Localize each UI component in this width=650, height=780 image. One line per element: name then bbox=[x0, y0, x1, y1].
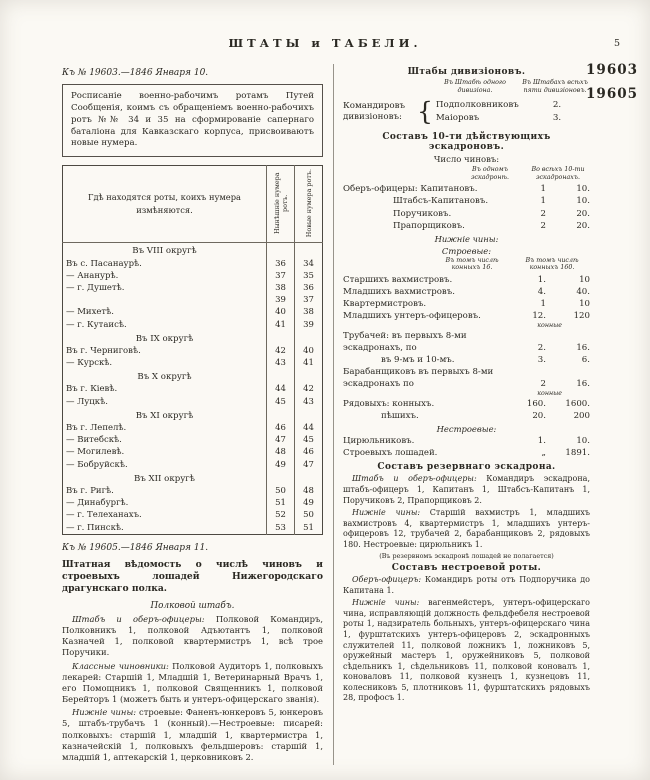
stat-row bbox=[343, 208, 590, 220]
place-cell: — Ананурѣ. bbox=[66, 270, 119, 281]
empty-cell bbox=[267, 243, 295, 258]
empty-cell bbox=[267, 408, 295, 422]
place-cell: Въ с. Пасанаурѣ. bbox=[66, 258, 142, 269]
stat-value-one: 3. bbox=[537, 355, 546, 366]
new-number-cell: 44 bbox=[295, 422, 323, 434]
stat-value-one: 2 bbox=[540, 220, 546, 231]
stat-value-one: 20. bbox=[532, 411, 546, 422]
new-number-cell: 42 bbox=[295, 383, 323, 395]
stat-value-one: „ bbox=[541, 448, 546, 459]
stat-row bbox=[343, 298, 590, 310]
document-reference-19605: Къ № 19605.—1846 Января 11. bbox=[62, 542, 209, 553]
stat-label: Рядовыхъ: конныхъ. bbox=[343, 399, 435, 410]
paragraph-lead: Штабъ и оберъ-офицеры: bbox=[72, 613, 205, 624]
current-number-cell: 48 bbox=[267, 446, 295, 458]
current-number-cell: 42 bbox=[267, 345, 295, 357]
margin-numbers bbox=[586, 58, 638, 107]
stat-value-one: 1 bbox=[540, 196, 546, 207]
stat-label: Оберъ-офицеры: Капитановъ. bbox=[343, 184, 478, 195]
new-number-cell: 39 bbox=[295, 318, 323, 330]
stat-value-one: 2 bbox=[540, 208, 546, 219]
table-row bbox=[63, 318, 323, 330]
table-section-row bbox=[63, 331, 323, 345]
stat-value-all: 6. bbox=[581, 355, 590, 366]
staffing-report-title: Штатная вѣдомость о числѣ чиновъ и строевыхъ лошадей Нижегородскаго драгунскаго полка. bbox=[62, 558, 323, 595]
table-row bbox=[63, 422, 323, 434]
stat-value-one: 160. bbox=[526, 399, 546, 410]
division-column-notes bbox=[343, 79, 590, 95]
stat-label: пѣшихъ. bbox=[381, 411, 419, 422]
current-number-cell: 38 bbox=[267, 282, 295, 294]
place-cell: — г. Кутаисѣ. bbox=[66, 319, 127, 330]
empty-cell bbox=[295, 243, 323, 258]
current-number-header bbox=[267, 166, 295, 243]
stat-label: Штабсъ-Капитановъ. bbox=[393, 196, 489, 207]
stat-value-one: 2 bbox=[540, 379, 546, 390]
table-row bbox=[63, 497, 323, 509]
stat-value-one: 12. bbox=[532, 311, 546, 322]
document-reference-19603: Къ № 19603.—1846 Января 10. bbox=[62, 68, 209, 78]
place-cell: — Витебскѣ. bbox=[66, 435, 122, 446]
new-number-cell: 48 bbox=[295, 485, 323, 497]
class-officials-paragraph bbox=[62, 661, 323, 706]
table-header-row bbox=[63, 166, 323, 243]
current-number-cell: 44 bbox=[267, 383, 295, 395]
table-section-row bbox=[63, 471, 323, 485]
current-number-cell: 41 bbox=[267, 318, 295, 330]
empty-cell bbox=[295, 369, 323, 383]
stat-value-all: 120 bbox=[573, 311, 590, 322]
new-number-cell: 47 bbox=[295, 458, 323, 470]
current-number-cell: 45 bbox=[267, 396, 295, 408]
place-cell: — Могилевѣ. bbox=[66, 447, 125, 458]
table-row bbox=[63, 357, 323, 369]
place-cell: — Бобруйскѣ. bbox=[66, 459, 128, 470]
left-column bbox=[62, 64, 334, 765]
stat-label: Барабанщиковъ въ первыхъ 8-ми эскадронахъ по bbox=[343, 367, 494, 390]
stat-row bbox=[343, 366, 590, 390]
two-column-layout bbox=[62, 64, 590, 765]
place-cell: Въ г. Ригѣ. bbox=[66, 485, 114, 496]
rank-row bbox=[436, 99, 590, 112]
place-cell: — г. Телеханахъ. bbox=[66, 510, 142, 521]
rank-label: Маіоровъ bbox=[435, 113, 480, 124]
new-number-cell: 51 bbox=[295, 521, 323, 534]
stat-row bbox=[343, 286, 590, 298]
new-number-cell: 49 bbox=[295, 497, 323, 509]
paragraph-lead: Оберъ-офицеръ: bbox=[352, 575, 422, 585]
paragraph-lead: Штабъ и оберъ-офицеры: bbox=[352, 474, 477, 484]
paragraph-text: строевые: Фаненъ-юнкеровъ 5, юнкеровъ 5, штабъ-трубачъ 1 (конный).—Нестроевые: писарей: полковыхъ: старшій 1, младшій 1, квартермистра 1, казначейскій 1, полковыхъ фельдшеровъ: старшій 1, младшій 1, аптекарскій 1, церковниковъ 2. bbox=[62, 707, 323, 762]
table-row bbox=[63, 521, 323, 534]
reserve-squadron-heading: Составъ резервнаго эскадрона. bbox=[377, 462, 556, 473]
stat-label: Поручиковъ. bbox=[393, 208, 452, 219]
table-row bbox=[63, 257, 323, 269]
current-number-cell: 39 bbox=[267, 294, 295, 306]
table-section-row bbox=[63, 369, 323, 383]
paragraph-text: Старшій вахмистръ 1, младшихъ вахмистровъ 4, квартермистръ 1, младшихъ унтеръ-офицеровъ 12, трубачей 2, барабанщиковъ 2, рядовыхъ 180. Нестроевые: цирюльникъ 1. bbox=[343, 508, 591, 549]
paragraph-text: Полковой Аудиторъ 1, полковыхъ лекарей: Старшій 1, Младшій 1, Ветеринарный Врачъ 1, его Помощникъ 1, полковой Священникъ 1, полковой Берейторъ 1 (можетъ быть и унтеръ-офицерскаго званія). bbox=[62, 660, 323, 705]
stat-value-all: 200 bbox=[573, 411, 590, 422]
paragraph-lead: Нижніе чины: bbox=[72, 707, 137, 718]
table-row bbox=[63, 383, 323, 395]
stat-value-one: 1. bbox=[537, 436, 546, 447]
stat-row bbox=[343, 274, 590, 286]
table-row bbox=[63, 485, 323, 497]
stat-label: Младшихъ унтеръ-офицеровъ. bbox=[343, 311, 481, 322]
table-row bbox=[63, 458, 323, 470]
place-cell: — Динабургѣ. bbox=[66, 498, 129, 509]
stat-row bbox=[343, 398, 590, 410]
commanders-ranks bbox=[436, 99, 590, 125]
new-number-cell: 46 bbox=[295, 446, 323, 458]
new-number-cell: 36 bbox=[295, 282, 323, 294]
new-number-cell: 43 bbox=[295, 396, 323, 408]
stat-value-all: 40. bbox=[576, 287, 590, 298]
stat-row bbox=[343, 435, 590, 447]
stat-value-all: 1891. bbox=[565, 448, 590, 459]
new-number-cell: 40 bbox=[295, 345, 323, 357]
mounted-note-one: Въ томъ числѣ конныхъ 16. bbox=[445, 256, 499, 272]
brace-glyph: { bbox=[417, 96, 433, 126]
paragraph-text: Командиръ роты отъ Подпоручика до Капитана 1. bbox=[343, 575, 590, 595]
commanders-label-line2: дивизіоновъ: bbox=[343, 112, 402, 123]
note-all-divisions: Въ Штабахъ всѣхъ пяти дивизіоновъ. bbox=[522, 79, 588, 94]
rank-row bbox=[436, 112, 590, 125]
boxed-announcement: Росписаніе военно-рабочимъ ротамъ Путей Сообщенія, коимъ съ обращеніемъ военно-рабочихъ ротъ №№ 34 и 35 на сформированіе сапернаго баталіона для Кавказскаго корпуса, присвоиваютъ новые нумера. bbox=[62, 84, 323, 157]
current-number-cell: 43 bbox=[267, 357, 295, 369]
stat-value-one: 2. bbox=[537, 343, 546, 354]
stat-label: Младшихъ вахмистровъ. bbox=[343, 287, 455, 298]
squadron-column-headers bbox=[343, 166, 590, 182]
stat-value-all: 20. bbox=[576, 208, 590, 219]
paragraph-lead: Классные чиновники: bbox=[72, 660, 169, 671]
rank-count: 2. bbox=[552, 100, 562, 111]
section-title: Въ X округѣ bbox=[137, 372, 192, 383]
corner-header: Гдѣ находятся роты, коихъ нумера измѣняются. bbox=[63, 166, 267, 243]
current-number-cell: 52 bbox=[267, 509, 295, 521]
empty-cell bbox=[267, 331, 295, 345]
table-section-row bbox=[63, 243, 323, 258]
stat-value-all: 10 bbox=[579, 299, 590, 310]
table-body bbox=[63, 243, 323, 534]
current-number-cell: 37 bbox=[267, 270, 295, 282]
stat-value-one: 1 bbox=[540, 184, 546, 195]
mounted-subheaders bbox=[343, 257, 590, 273]
paragraph-text: Командиръ эскадрона, штабъ-офицеръ 1, Капитанъ 1, Штабсъ-Капитанъ 1, Поручиковъ 2, Прапорщиковъ 2. bbox=[343, 474, 590, 505]
current-number-cell: 47 bbox=[267, 434, 295, 446]
stat-row bbox=[343, 330, 590, 354]
stat-row bbox=[343, 220, 590, 232]
mounted-annotation: конные bbox=[537, 390, 562, 398]
stat-value-all: 1600. bbox=[565, 399, 590, 410]
new-number-header bbox=[295, 166, 323, 243]
place-cell: — г. Пинскѣ. bbox=[66, 522, 124, 533]
noncombat-lower-ranks-paragraph bbox=[343, 598, 590, 703]
table-row bbox=[63, 345, 323, 357]
reserve-lower-ranks-paragraph bbox=[343, 508, 590, 550]
paragraph-text: вагенмейстеръ, унтеръ-офицерскаго чина, исправляющій должность фельдфебеля нестроевой роты 1, надзиратель больныхъ, унтеръ-офицерскаго чина 1, фурштатскихъ унтеръ-офицеровъ 2, эскадронныхъ служителей 11, полковой ложникъ 1, ложниковъ 5, оружейный мастеръ 1, оружейниковъ 5, полковой сѣдельникъ 1, сѣдельниковъ 11, полковой коновалъ 1, коноваловъ 11, полковой кузнецъ 1, кузнецовъ 11, колесниковъ 5, плотниковъ 11, фурштатскихъ рядовыхъ 28, профосъ 1. bbox=[343, 598, 591, 703]
section-title: Въ VIII округѣ bbox=[132, 246, 197, 257]
empty-cell bbox=[295, 408, 323, 422]
stat-row bbox=[343, 183, 590, 195]
reserve-horses-note: (Въ резервномъ эскадронѣ лошадей не полагается) bbox=[379, 552, 554, 561]
rank-count: 3. bbox=[552, 113, 562, 124]
empty-cell bbox=[267, 471, 295, 485]
table-row bbox=[63, 270, 323, 282]
stat-row bbox=[343, 354, 590, 366]
current-number-cell: 40 bbox=[267, 306, 295, 318]
stat-label: Трубачей: въ первыхъ 8-ми эскадронахъ, по bbox=[343, 331, 467, 354]
current-number-cell: 36 bbox=[267, 257, 295, 269]
division-staffs-heading: Штабы дивизіоновъ. bbox=[407, 67, 526, 77]
place-cell: Въ г. Лепелѣ. bbox=[66, 423, 127, 434]
noncombatant-heading: Нестроевые: bbox=[436, 424, 497, 435]
stat-value-all: 20. bbox=[576, 220, 590, 231]
noncombat-company-heading: Составъ нестроевой роты. bbox=[391, 563, 542, 574]
company-renumbering-table bbox=[62, 165, 323, 534]
stat-value-all: 10. bbox=[576, 196, 590, 207]
mounted-note-all: Въ томъ числѣ конныхъ 160. bbox=[525, 256, 579, 272]
empty-cell bbox=[295, 331, 323, 345]
stat-value-one: 4. bbox=[537, 287, 546, 298]
table-row bbox=[63, 306, 323, 318]
empty-cell bbox=[267, 369, 295, 383]
commanders-label-line1: Командировъ bbox=[343, 100, 406, 111]
place-cell: — г. Душетѣ. bbox=[66, 282, 125, 293]
combatant-heading: Строевые: bbox=[441, 245, 492, 256]
stat-value-all: 10 bbox=[579, 275, 590, 286]
noncombat-officer-paragraph bbox=[343, 575, 590, 596]
right-column bbox=[334, 64, 590, 765]
stat-row bbox=[343, 310, 590, 322]
new-number-header-text: Новые нумера ротъ. bbox=[304, 168, 313, 237]
new-number-cell: 37 bbox=[295, 294, 323, 306]
place-cell: — Луцкѣ. bbox=[66, 396, 108, 407]
column-all-squadrons: Во всѣхъ 10-ти эскадронахъ. bbox=[531, 165, 585, 181]
margin-number-first: 19603 bbox=[586, 62, 638, 78]
margin-number-second: 19605 bbox=[586, 86, 638, 103]
table-row bbox=[63, 509, 323, 521]
empty-cell bbox=[295, 471, 323, 485]
place-cell: — Курскѣ. bbox=[66, 358, 113, 369]
paragraph-lead: Нижніе чины: bbox=[352, 598, 420, 608]
table-head bbox=[63, 166, 323, 243]
place-cell: Въ г. Черниговѣ. bbox=[66, 345, 141, 356]
division-commanders-group bbox=[343, 97, 590, 128]
lower-ranks-heading: Нижніе чины: bbox=[434, 233, 499, 244]
active-squadrons-heading: Составъ 10-ти дѣйствующихъ эскадроновъ. bbox=[382, 131, 551, 152]
paragraph-lead: Нижніе чины: bbox=[352, 508, 421, 518]
table-section-row bbox=[63, 408, 323, 422]
section-title: Въ IX округѣ bbox=[135, 333, 194, 344]
note-one-division: Въ Штабѣ одного дивизіона. bbox=[444, 79, 506, 94]
stat-row bbox=[343, 410, 590, 422]
page-number: 5 bbox=[613, 38, 620, 49]
column-one-squadron: Въ одномъ эскадронѣ. bbox=[470, 165, 510, 181]
stat-label: въ 9-мъ и 10-мъ. bbox=[381, 355, 455, 366]
rank-label: Подполковниковъ bbox=[435, 100, 519, 111]
place-cell: Въ г. Кіевѣ. bbox=[66, 384, 118, 395]
current-number-cell: 49 bbox=[267, 458, 295, 470]
new-number-cell: 41 bbox=[295, 357, 323, 369]
new-number-cell: 50 bbox=[295, 509, 323, 521]
table-row bbox=[63, 294, 323, 306]
table-row bbox=[63, 396, 323, 408]
current-number-cell: 51 bbox=[267, 497, 295, 509]
stat-row bbox=[343, 447, 590, 459]
new-number-cell: 35 bbox=[295, 270, 323, 282]
place-cell bbox=[63, 294, 267, 306]
count-heading: Число чиновъ: bbox=[433, 154, 500, 165]
stat-value-all: 10. bbox=[576, 436, 590, 447]
commanders-label bbox=[343, 101, 417, 124]
stat-label: Строевыхъ лошадей. bbox=[343, 448, 438, 459]
new-number-cell: 45 bbox=[295, 434, 323, 446]
staff-officers-paragraph bbox=[62, 614, 323, 659]
regimental-staff-heading: Полковой штабъ. bbox=[150, 600, 235, 611]
stat-label: Цирюльниковъ. bbox=[343, 436, 415, 447]
running-head: ШТАТЫ и ТАБЕЛИ. bbox=[228, 36, 422, 50]
current-number-cell: 50 bbox=[267, 485, 295, 497]
stat-label: Квартермистровъ. bbox=[343, 299, 427, 310]
stat-value-all: 10. bbox=[576, 184, 590, 195]
table-row bbox=[63, 434, 323, 446]
stat-value-all: 16. bbox=[576, 343, 590, 354]
lower-ranks-paragraph bbox=[62, 707, 323, 763]
table-row bbox=[63, 446, 323, 458]
reserve-officers-paragraph bbox=[343, 474, 590, 506]
stat-value-one: 1 bbox=[540, 299, 546, 310]
section-title: Въ XI округѣ bbox=[135, 410, 194, 421]
section-title: Въ XII округѣ bbox=[134, 473, 195, 484]
table-row bbox=[63, 282, 323, 294]
paragraph-text: Полковой Командиръ, Полковникъ 1, полковой Адъютантъ 1, полковой Казначей 1, полковой квартермистръ 1, всѣ трое Поручики. bbox=[62, 613, 323, 658]
new-number-cell: 38 bbox=[295, 306, 323, 318]
current-number-header-text: Нынѣшніе нумера ротъ. bbox=[272, 172, 289, 234]
stat-value-all: 16. bbox=[576, 379, 590, 390]
current-number-cell: 53 bbox=[267, 521, 295, 534]
current-number-cell: 46 bbox=[267, 422, 295, 434]
mounted-annotation: конные bbox=[537, 322, 562, 330]
stat-value-one: 1. bbox=[537, 275, 546, 286]
new-number-cell: 34 bbox=[295, 257, 323, 269]
stat-label: Старшихъ вахмистровъ. bbox=[343, 275, 453, 286]
stat-row bbox=[343, 195, 590, 207]
place-cell: — Михетѣ. bbox=[66, 307, 114, 318]
stat-label: Прапорщиковъ. bbox=[393, 220, 465, 231]
